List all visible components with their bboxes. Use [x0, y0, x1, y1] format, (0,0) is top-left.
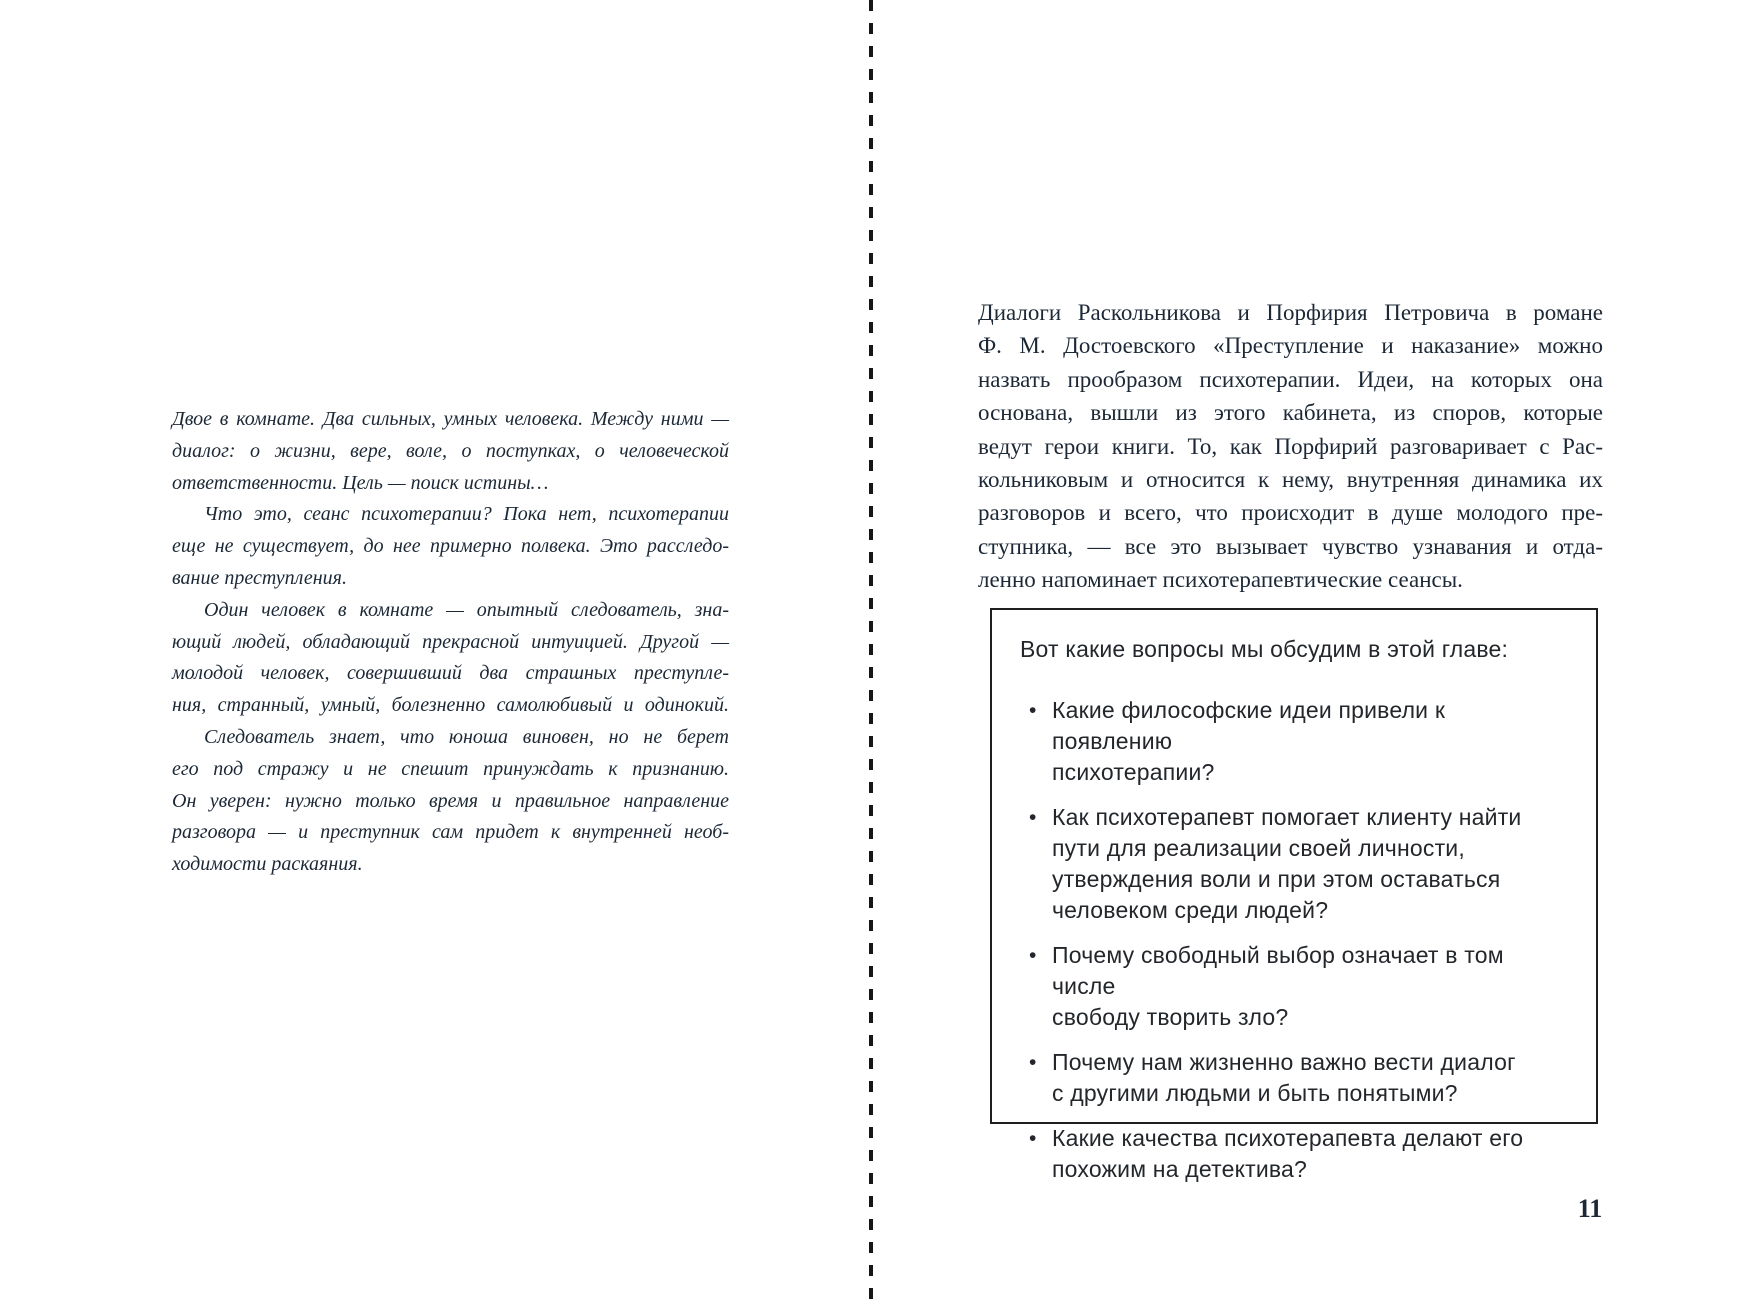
- question-item: [1020, 1123, 1566, 1185]
- page-number: 11: [1577, 1194, 1603, 1223]
- question-line: Как психотерапевт помогает клиенту найти: [1052, 804, 1522, 830]
- paragraph-line: ступника, — все это вызывает чувство узнавания и отда-: [978, 533, 1603, 559]
- left-page-line: Следователь знает, что юноша виновен, но не берет: [204, 725, 729, 748]
- bullet-icon: •: [1029, 806, 1037, 829]
- question-item: [1020, 1047, 1566, 1109]
- left-page-line: ния, странный, умный, болезненно самолюбивый и одинокий.: [172, 694, 729, 717]
- paragraph-line: Ф. М. Достоевского «Преступление и наказание» можно: [978, 333, 1603, 359]
- question-line: психотерапии?: [1052, 759, 1215, 785]
- left-page-line: Он уверен: нужно только время и правильное направление: [172, 789, 729, 812]
- question-line: с другими людьми и быть понятыми?: [1052, 1080, 1458, 1106]
- question-line: Почему свободный выбор означает в том числе: [1052, 942, 1504, 999]
- question-line: свободу творить зло?: [1052, 1004, 1289, 1030]
- left-page-text: [172, 404, 729, 881]
- left-page-line: Двое в комнате. Два сильных, умных человека. Между ними —: [172, 408, 729, 430]
- left-page-line: диалог: о жизни, вере, воле, о поступках, о человеческой: [172, 439, 729, 462]
- questions-box: [990, 608, 1598, 1182]
- question-line: человеком среди людей?: [1052, 897, 1329, 923]
- paragraph-line: назвать прообразом психотерапии. Идеи, на которых она: [978, 366, 1603, 392]
- left-page-line: ющий людей, обладающий прекрасной интуицией. Другой —: [172, 630, 729, 653]
- question-item: [1020, 695, 1566, 788]
- bullet-icon: •: [1029, 699, 1037, 722]
- question-line: Какие философские идеи привели к появлению: [1052, 697, 1446, 754]
- question-line: утверждения воли и при этом оставаться: [1052, 866, 1501, 892]
- page-divider: [869, 0, 873, 1310]
- left-page-line: ответственности. Цель — поиск истины…: [172, 471, 549, 494]
- questions-box-header: Вот какие вопросы мы обсудим в этой главе:: [1020, 636, 1509, 662]
- left-page-line: еще не существует, до нее примерно полвека. Это расследо-: [172, 535, 729, 558]
- bullet-icon: •: [1029, 944, 1037, 967]
- paragraph-line: ведут герои книги. То, как Порфирий разговаривает с Рас-: [978, 433, 1603, 459]
- paragraph-line: основана, вышли из этого кабинета, из споров, которые: [978, 400, 1603, 426]
- question-line: похожим на детектива?: [1052, 1156, 1308, 1182]
- intro-paragraph: [978, 296, 1603, 597]
- left-page-line: молодой человек, совершивший два страшных преступле-: [172, 662, 729, 685]
- bullet-icon: •: [1029, 1127, 1037, 1150]
- left-page-line: его под стражу и не спешит принуждать к признанию.: [172, 757, 729, 780]
- left-page-line: ходимости раскаяния.: [172, 853, 363, 876]
- question-item: [1020, 802, 1566, 926]
- left-page-line: вание преступления.: [172, 566, 347, 589]
- question-line: Какие качества психотерапевта делают его: [1052, 1125, 1524, 1151]
- paragraph-line: ленно напоминает психотерапевтические сеансы.: [978, 567, 1463, 593]
- left-page-line: Что это, сеанс психотерапии? Пока нет, психотерапии: [204, 503, 729, 526]
- left-page-line: разговора — и преступник сам придет к внутренней необ-: [172, 821, 729, 844]
- question-line: Почему нам жизненно важно вести диалог: [1052, 1049, 1516, 1075]
- left-page-line: Один человек в комнате — опытный следователь, зна-: [204, 598, 729, 621]
- bullet-icon: •: [1029, 1051, 1037, 1074]
- paragraph-line: разговоров и всего, что происходит в душе молодого пре-: [978, 500, 1603, 526]
- question-item: [1020, 940, 1566, 1033]
- question-line: пути для реализации своей личности,: [1052, 835, 1465, 861]
- paragraph-line: Диалоги Раскольникова и Порфирия Петровича в романе: [978, 300, 1603, 325]
- paragraph-line: кольниковым и относится к нему, внутренняя динамика их: [978, 467, 1603, 493]
